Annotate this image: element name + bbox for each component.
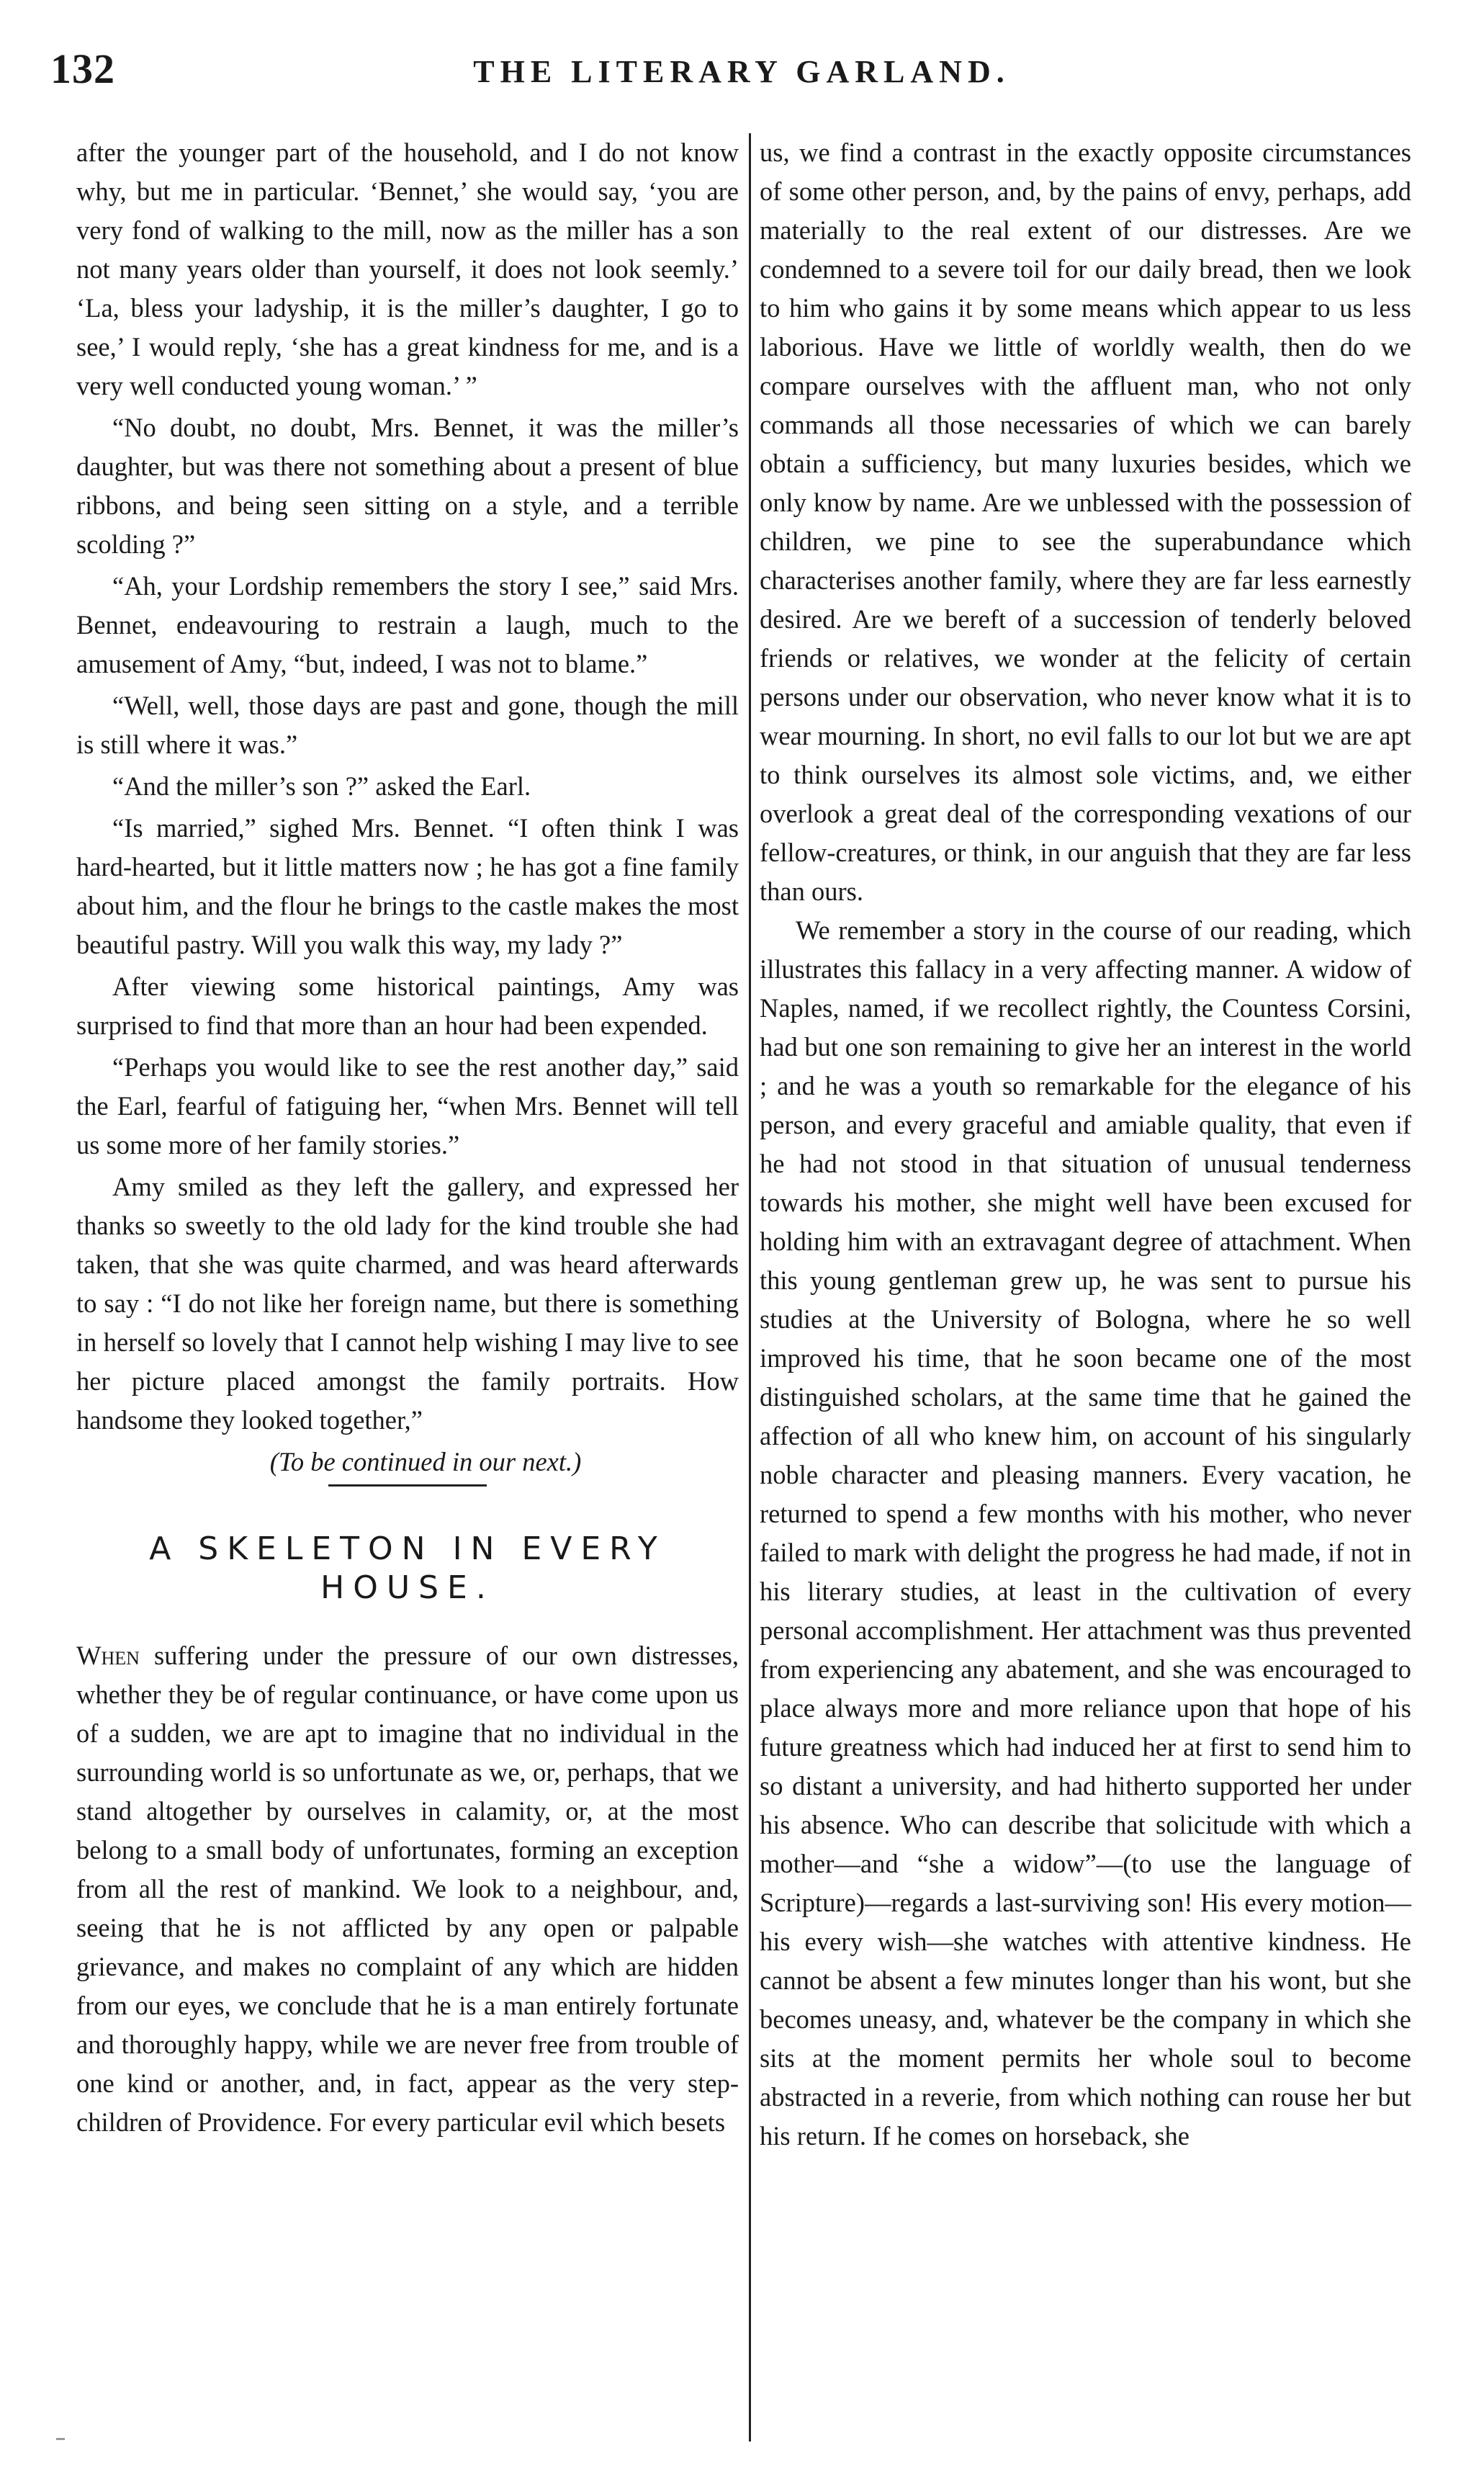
left-paragraph-2: “No doubt, no doubt, Mrs. Bennet, it was the miller’s daughter, but was there not something about a present of blue ribbons, and being seen sitting on a style, and a terrible scolding ?” [76, 413, 739, 559]
section-title: A SKELETON IN EVERY HOUSE. [149, 1530, 666, 1606]
left-paragraph-7: After viewing some historical paintings, Amy was surprised to find that more than an hour had been expended. [76, 972, 739, 1040]
page-number: 132 [50, 45, 115, 92]
right-paragraph-2: We remember a story in the course of our reading, which illustrates this fallacy in a very affecting manner. A widow of Naples, named, if we recollect rightly, the Countess Corsini, had but one son remaining to give her an interest in the world ; and he was a youth so remarkable for the elegance of his person, and every graceful and amiable quality, that even if he had not stood in that situation of unusual tenderness towards his mother, she might well have been excused for holding him with an extravagant degree of attachment. When this young gentleman grew up, he was sent to pursue his studies at the University of Bologna, where he so well improved his time, that he soon became one of the most distinguished scholars, at the same time that he gained the affection of all who knew him, on account of his singularly noble character and pleasing manners. Every vacation, he returned to spend a few months with his mother, who never failed to mark with delight the progress he had made, if not in his literary studies, at least in the cultivation of every personal accomplishment. Her attachment was thus prevented from experiencing any abatement, and she was encouraged to place always more and more reliance upon that hope of his future greatness which had induced her at first to send him to so distant a university, and had hitherto supported her under his absence. Who can describe that solicitude with which a mother—and “she a widow”—(to use the language of Scripture)—regards a last-surviving son! His every motion—his every wish—she watches with attentive kindness. He cannot be absent a few minutes longer than his wont, but she becomes uneasy, and, whatever be the company in which she sits at the moment permits her whole soul to become abstracted in a reverie, from which nothing can rouse her but his return. If he comes on horseback, she [760, 915, 1411, 2151]
margin-mark [56, 2438, 65, 2440]
right-paragraph-1: us, we find a contrast in the exactly opposite circumstances of some other person, and, by the pains of envy, perhaps, add materially to the real extent of our distresses. Are we condemned to a severe toil for our daily bread, then we look to him who gains it by some means which appear to us less laborious. Have we little of worldly wealth, then do we compare ourselves with the affluent man, who not only commands all those necessaries of which we can barely obtain a sufficiency, but many luxuries besides, which we only know by name. Are we unblessed with the possession of children, we pine to see the superabundance which characterises another family, where they are far less earnestly desired. Are we bereft of a succession of tenderly beloved friends or relatives, we wonder at the felicity of certain persons under our observation, who never know what it is to wear mourning. In short, no evil falls to our lot but we are apt to think ourselves its almost sole victims, and, we either overlook a great deal of the corresponding vexations of our fellow-creatures, or think, in our anguish that they are far less than ours. [760, 138, 1411, 906]
left-paragraph-8: “Perhaps you would like to see the rest another day,” said the Earl, fearful of fatiguing her, “when Mrs. Bennet will tell us some more of her family stories.” [76, 1052, 739, 1160]
running-title: THE LITERARY GARLAND. [473, 54, 1010, 89]
column-divider [749, 133, 751, 2442]
section-paragraph [76, 1636, 739, 2142]
right-column [760, 133, 1411, 2158]
continued-note: (To be continued in our next.) [269, 1447, 582, 1476]
left-column [76, 133, 739, 2145]
section-divider [328, 1484, 487, 1487]
left-paragraph-4: “Well, well, those days are past and gone, though the mill is still where it was.” [76, 691, 739, 759]
section-paragraph-text: suffering under the pressure of our own distresses, whether they be of regular continuance, or have come upon us of a sudden, we are apt to imagine that no individual in the surrounding world is so unfortunate as we, or, perhaps, that we stand altogether by ourselves in calamity, or, at the most belong to a small body of unfortunates, forming an exception from all the rest of mankind. We look to a neighbour, and, seeing that he is not afflicted by any open or palpable grievance, and makes no complaint of any which are hidden from our eyes, we conclude that he is a man entirely fortunate and thoroughly happy, while we are never free from trouble of one kind or another, and, in fact, appear as the very step-children of Providence. For every particular evil which besets [76, 1641, 739, 2137]
left-paragraph-1: after the younger part of the household, and I do not know why, but me in particular. ‘Bennet,’ she would say, ‘you are very fond of walking to the mill, now as the miller has a son not many years older than yourself, it does not look seemly.’ ‘La, bless your ladyship, it is the miller’s daughter, I go to see,’ I would reply, ‘she has a great kindness for me, and is a very well conducted young woman.’ ” [76, 138, 739, 400]
page-header [50, 45, 1433, 109]
left-paragraph-3: “Ah, your Lordship remembers the story I see,” said Mrs. Bennet, endeavouring to restrain a laugh, much to the amusement of Amy, “but, indeed, I was not to blame.” [76, 571, 739, 678]
left-paragraph-5: “And the miller’s son ?” asked the Earl. [112, 771, 531, 801]
left-paragraph-6: “Is married,” sighed Mrs. Bennet. “I often think I was hard-hearted, but it little matters now ; he has got a fine family about him, and the flour he brings to the castle makes the most beautiful pastry. Will you walk this way, my lady ?” [76, 813, 739, 959]
left-paragraph-9: Amy smiled as they left the gallery, and expressed her thanks so sweetly to the old lady for the kind trouble she had taken, that she was quite charmed, and was heard afterwards to say : “I do not like her foreign name, but there is something in herself so lovely that I cannot help wishing I may live to see her picture placed amongst the family portraits. How handsome they looked together,” [76, 1172, 739, 1435]
section-first-word: When [76, 1641, 140, 1670]
